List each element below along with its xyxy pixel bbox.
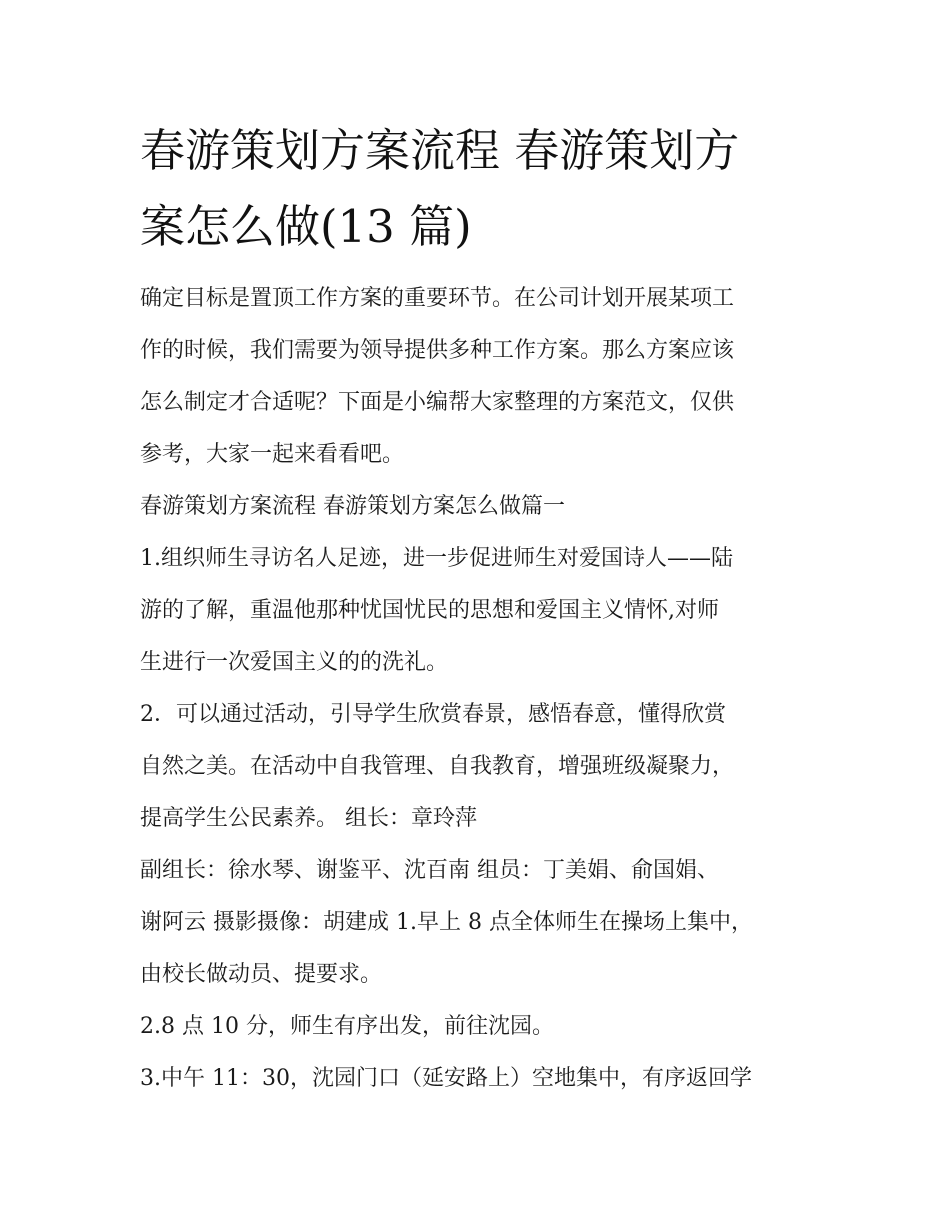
document-page — [140, 113, 820, 1105]
title-line-1: 春游策划方案流程 春游策划方 — [140, 124, 740, 177]
document-title — [140, 113, 820, 265]
text-line: 自然之美。在活动中自我管理、自我教育，增强班级凝聚力， — [140, 754, 735, 779]
text-line: 1.组织师生寻访名人足迹，进一步促进师生对爱国诗人——陆 — [140, 546, 733, 571]
text-line: 春游策划方案流程 春游策划方案怎么做篇一 — [140, 494, 565, 519]
text-line: 作的时候，我们需要为领导提供多种工作方案。那么方案应该 — [140, 338, 735, 363]
text-line: 游的了解，重温他那种忧国忧民的思想和爱国主义情怀,对师 — [140, 598, 719, 623]
intro-paragraph — [140, 273, 820, 481]
text-line: 副组长：徐水琴、谢鉴平、沈百南 组员：丁美娟、俞国娟、 — [140, 858, 719, 883]
text-line: 提高学生公民素养。 组长：章玲萍 — [140, 806, 477, 831]
schedule-item-2 — [140, 1001, 820, 1053]
title-line-2: 案怎么做(13 篇) — [140, 200, 472, 253]
staff-paragraph — [140, 845, 820, 1001]
text-line: 参考，大家一起来看看吧。 — [140, 442, 405, 467]
text-line: 确定目标是置顶工作方案的重要环节。在公司计划开展某项工 — [140, 286, 735, 311]
text-line: 谢阿云 摄影摄像：胡建成 1.早上 8 点全体师生在操场上集中， — [140, 910, 753, 935]
text-line: 由校长做动员、提要求。 — [140, 962, 383, 987]
goal-paragraph-1 — [140, 533, 820, 689]
goal-paragraph-2 — [140, 689, 820, 845]
text-line: 怎么制定才合适呢？下面是小编帮大家整理的方案范文，仅供 — [140, 390, 735, 415]
text-line: 3.中午 11：30，沈园门口（延安路上）空地集中，有序返回学 — [140, 1066, 752, 1091]
text-line: 生进行一次爱国主义的的洗礼。 — [140, 650, 449, 675]
text-line: 2.8 点 10 分，师生有序出发，前往沈园。 — [140, 1014, 554, 1039]
schedule-item-3 — [140, 1053, 820, 1105]
section-heading — [140, 481, 820, 533]
text-line: 2．可以通过活动，引导学生欣赏春景，感悟春意，懂得欣赏 — [140, 702, 726, 727]
